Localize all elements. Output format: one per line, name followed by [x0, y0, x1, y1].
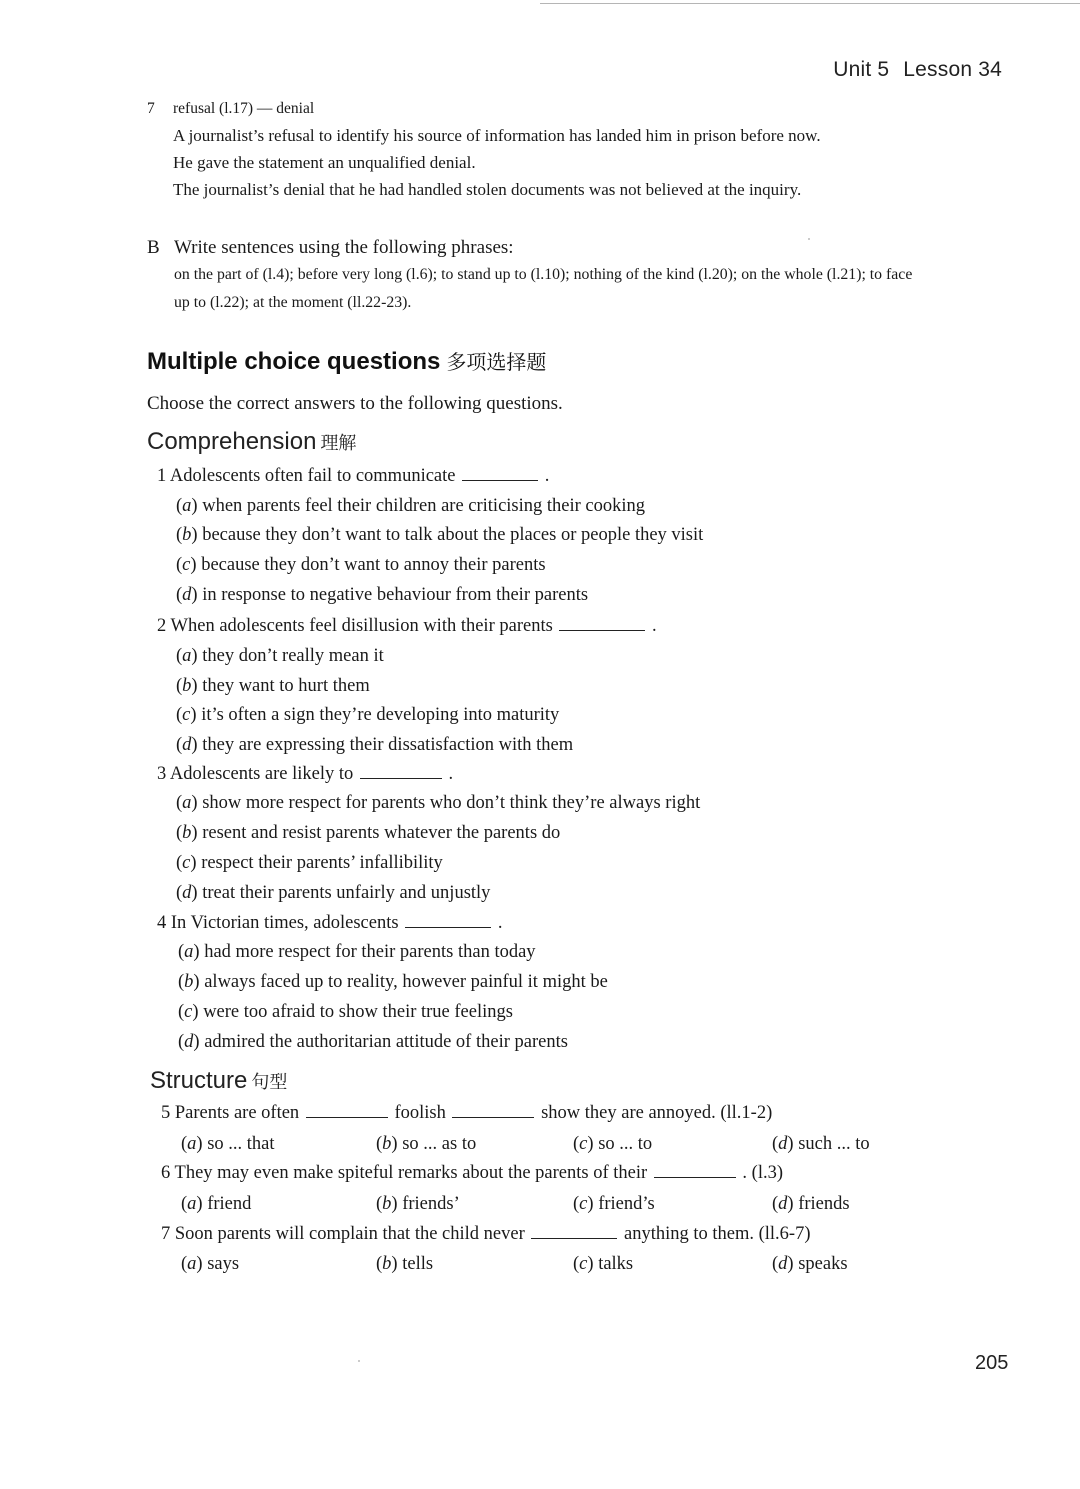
section-intro: Choose the correct answers to the following questions.	[147, 393, 563, 414]
part-b-letter: B	[147, 237, 160, 258]
answer-option[interactable]: (c) respect their parents’ infallibility	[176, 853, 443, 873]
vocab-item-head: refusal (l.17) — denial	[173, 100, 315, 117]
structure-options-row	[0, 1134, 1080, 1158]
answer-blank	[360, 764, 442, 779]
scan-speck	[358, 1360, 360, 1362]
section-heading	[147, 346, 546, 376]
answer-option[interactable]: (a) they don’t really mean it	[176, 646, 384, 666]
comprehension-title-cn: 理解	[320, 433, 357, 454]
answer-option[interactable]: (d) they are expressing their dissatisfaction with them	[176, 735, 574, 755]
answer-option[interactable]: (b) they want to hurt them	[176, 676, 370, 696]
question-stem: 4 In Victorian times, adolescents .	[157, 913, 503, 933]
answer-option[interactable]: (a) says	[181, 1254, 240, 1274]
answer-option[interactable]: (d) admired the authoritarian attitude of their parents	[178, 1032, 568, 1052]
question-number: 3	[157, 764, 167, 784]
question-stem: 7 Soon parents will complain that the child never anything to them. (ll.6-7)	[161, 1224, 811, 1244]
question-number: 1	[157, 466, 167, 486]
answer-option[interactable]: (b) so ... as to	[376, 1134, 477, 1154]
vocab-example: He gave the statement an unqualified denial.	[173, 153, 476, 172]
answer-option[interactable]: (b) because they don’t want to talk about the places or people they visit	[176, 525, 704, 545]
answer-option[interactable]: (c) because they don’t want to annoy their parents	[176, 555, 546, 575]
answer-option[interactable]: (b) tells	[376, 1254, 434, 1274]
answer-blank	[559, 616, 645, 631]
part-b-instruction: Write sentences using the following phrases:	[174, 237, 514, 258]
answer-blank	[462, 466, 538, 481]
running-head	[833, 58, 1002, 82]
answer-option[interactable]: (a) had more respect for their parents than today	[178, 942, 536, 962]
scan-speck	[808, 238, 810, 240]
top-rule	[540, 3, 1080, 4]
answer-option[interactable]: (a) so ... that	[181, 1134, 275, 1154]
answer-option[interactable]: (d) such ... to	[772, 1134, 870, 1154]
answer-blank	[452, 1103, 534, 1118]
unit-label: Unit 5	[833, 58, 890, 81]
question-stem: 2 When adolescents feel disillusion with their parents .	[157, 616, 657, 636]
comprehension-heading	[147, 428, 356, 456]
answer-blank	[306, 1103, 388, 1118]
answer-blank	[405, 913, 491, 928]
answer-option[interactable]: (b) resent and resist parents whatever the parents do	[176, 823, 561, 843]
question-stem: 3 Adolescents are likely to .	[157, 764, 454, 784]
question-stem: 6 They may even make spiteful remarks about the parents of their . (l.3)	[161, 1163, 783, 1183]
part-b-phrases: on the part of (l.4); before very long (l.6); to stand up to (l.10); nothing of the kind (l.20); on the whole (l.21); to face	[174, 266, 913, 283]
structure-options-row	[0, 1254, 1080, 1278]
question-number: 7	[161, 1224, 171, 1244]
page-number: 205	[975, 1352, 1009, 1374]
structure-heading	[150, 1067, 287, 1095]
answer-option[interactable]: (d) treat their parents unfairly and unjustly	[176, 883, 491, 903]
answer-option[interactable]: (c) talks	[573, 1254, 634, 1274]
question-number: 6	[161, 1163, 171, 1183]
comprehension-title: Comprehension	[147, 428, 317, 455]
question-number: 5	[161, 1103, 171, 1123]
lesson-label: Lesson 34	[903, 58, 1002, 81]
question-number: 2	[157, 616, 167, 636]
part-b-phrases: up to (l.22); at the moment (ll.22-23).	[174, 294, 412, 311]
answer-option[interactable]: (c) so ... to	[573, 1134, 653, 1154]
answer-option[interactable]: (c) were too afraid to show their true feelings	[178, 1002, 513, 1022]
question-number: 4	[157, 913, 167, 933]
structure-title: Structure	[150, 1067, 248, 1094]
vocab-item-number: 7	[147, 100, 155, 117]
question-stem: 5 Parents are often foolish show they are annoyed. (ll.1-2)	[161, 1103, 773, 1123]
answer-option[interactable]: (a) show more respect for parents who don’t think they’re always right	[176, 793, 701, 813]
answer-blank	[654, 1163, 736, 1178]
vocab-example: A journalist’s refusal to identify his source of information has landed him in prison before now.	[173, 126, 821, 145]
section-title: Multiple choice questions	[147, 348, 441, 375]
answer-blank	[531, 1224, 617, 1239]
answer-option[interactable]: (b) always faced up to reality, however painful it might be	[178, 972, 608, 992]
answer-option[interactable]: (a) friend	[181, 1194, 252, 1214]
answer-option[interactable]: (d) speaks	[772, 1254, 848, 1274]
section-title-cn: 多项选择题	[446, 350, 547, 374]
answer-option[interactable]: (c) friend’s	[573, 1194, 655, 1214]
answer-option[interactable]: (b) friends’	[376, 1194, 460, 1214]
vocab-example: The journalist’s denial that he had handled stolen documents was not believed at the inquiry.	[173, 180, 802, 199]
structure-options-row	[0, 1194, 1080, 1218]
answer-option[interactable]: (c) it’s often a sign they’re developing into maturity	[176, 705, 560, 725]
answer-option[interactable]: (a) when parents feel their children are criticising their cooking	[176, 496, 646, 516]
answer-option[interactable]: (d) friends	[772, 1194, 850, 1214]
structure-title-cn: 句型	[251, 1072, 288, 1093]
question-stem: 1 Adolescents often fail to communicate .	[157, 466, 550, 486]
answer-option[interactable]: (d) in response to negative behaviour from their parents	[176, 585, 589, 605]
